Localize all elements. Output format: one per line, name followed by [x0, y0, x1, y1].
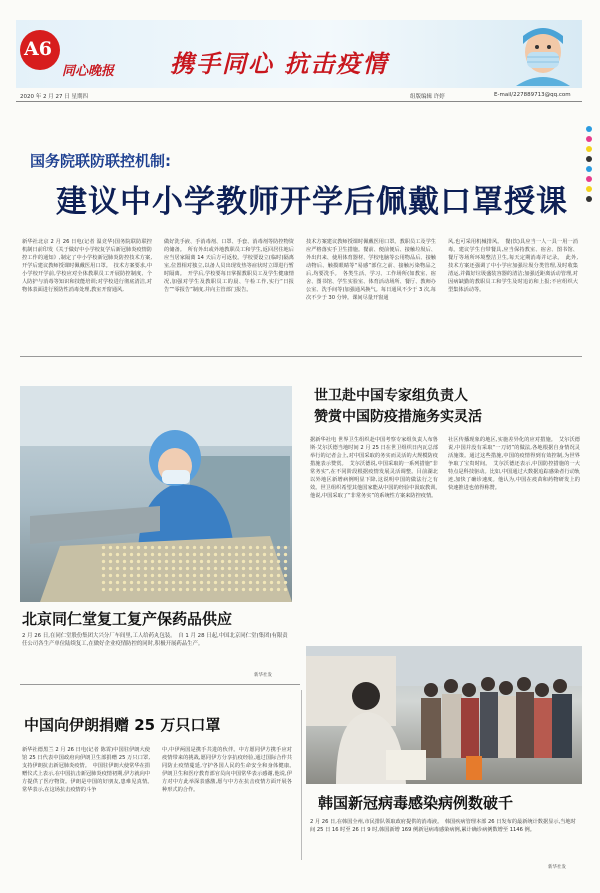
lead-kicker: 国务院联防联控机制:	[30, 152, 171, 170]
lead-rule	[20, 356, 582, 357]
registration-marks	[586, 126, 594, 202]
page-number: A6	[24, 38, 52, 60]
pharmacy-worker-photo	[20, 386, 292, 602]
lead-headline: 建议中小学教师开学后佩戴口罩授课	[56, 184, 568, 220]
who-column-2: 社区传播现象的地区,实施差异化的应对措施。 艾尔沃德说,中国并没有采取“一刀切”的做法,各地根据自身情况灵活施策。通过这些措施,中国的疫情得到有效控制,为世界争取了宝贵时间。 艾尔沃德还表示,中国防控措施的一大特点是科技驱动。比如,中国通过大数据追踪感染者行动轨迹,加快了确诊速度。他认为,中国在疫苗和药物研发上的快速推进也值得称赞。	[448, 437, 580, 491]
korea-queue-photo	[306, 646, 582, 784]
editor-line: 组版编辑 许婷	[410, 94, 445, 100]
who-headline-2: 赞赏中国防疫措施务实灵活	[314, 409, 482, 425]
lead-column-2: 做好洗手液、手消毒剂、口罩、手套、消毒剂等防控物资的储备。 所有外出或外地教职员工和学生,返回居住地后应当居家隔离 14 天后方可返校。学校要设立(临时)隔离室,位置相对独立,以备人员出现发热等症状时立即进行暂时隔离。 开学后,学校要每日掌握教职员工及学生健康情况,加强对学生及教职员工的晨、午检工作,实行“日报告”“零报告”制度,并向主管部门报告。	[164, 239, 294, 293]
pills-tray	[100, 544, 290, 594]
lead-column-3: 技术方案建议教师授课时佩戴医用口罩。教职员工及学生应严格落实手卫生措施。餐前、便前便后、接触垃圾后、外出归来、使用体育器材、学校电脑等公用物品后、接触动物后、触摸眼睛等“易感”部位之前、接触污染物品之后,均要洗手。 各类生活、学习、工作场所(如教室、宿舍、图书馆、学生实验室、体育活动场所、餐厅、教师办公室、洗手间等)加强通风换气。每日通风不少于 3 次,每次不少于 30 分钟。课间尽量开窗通	[306, 239, 436, 301]
date-line: 2020 年 2 月 27 日 星期四	[20, 94, 88, 100]
photo1-title: 北京同仁堂复工复产保药品供应	[22, 610, 233, 628]
column-divider	[301, 690, 302, 860]
paper-name: 同心晚报	[62, 64, 115, 79]
korea-credit: 新华社发	[548, 865, 566, 870]
mid-rule	[20, 684, 300, 685]
iran-headline: 中国向伊朗捐赠 25 万只口罩	[24, 716, 221, 734]
email-line: E-mail/227889713@qq.com	[494, 92, 571, 98]
korea-headline: 韩国新冠病毒感染病例数破千	[318, 794, 514, 812]
lead-column-4: 风,也可采用机械排风。 餐(饮)具应当一人一具一用一消毒。建议学生自带餐具,应当保持教室、宿舍、图书馆、餐厅等场所环境整洁卫生,每天定期消毒并记录。 此外,技术方案还强调了中小学应加强垃圾分类管理,及时收集清运,并做好垃圾盛装容器的清洁;加强近距离活动管理,对因病缺勤的教职员工和学生及时追访和上报;不应组织大型集体活动等。	[448, 239, 578, 293]
iran-column-2: 中,中伊两国是携手共进的伙伴。中方愿同伊方携手应对疫情带来的挑战,愿同伊方分享抗疫经验,通过国际合作共同防止疫情蔓延,守护各国人民的生命安全和身体健康。 伊朗卫生和医疗教育部官员向中国常华表示感谢,他说,伊方对中方此举深表感激,愿与中方在抗击疫情方面开展各种形式的合作。	[162, 747, 298, 793]
korea-caption: 2 月 26 日,在韩国全州,市民排队领取政府提供的消毒液。 韩国疾病管理本部 26 日发布的最新统计数据显示,当地时间 25 日 16 时至 26 日 9 时,韩国新增 169 例新冠病毒感染病例,累计确诊病例数增至 1146 例。	[310, 819, 576, 833]
who-headline-1: 世卫赴中国专家组负责人	[314, 388, 468, 404]
photo1-caption: 2 月 26 日,在同仁堂股份集团大兴分厂车间里,工人给药丸包装。 自 1 月 28 日起,中国北京同仁堂(集团)有限责任公司各生产单位陆续复工,在做好企业疫情防控的同时,积极开展药品生产。	[22, 633, 288, 647]
doctor-illustration	[508, 22, 578, 86]
slogan: 携手同心 抗击疫情	[170, 49, 389, 78]
who-column-1: 据新华社电 世界卫生组织赴中国考察专家组负责人布鲁斯·艾尔沃德当地时间 2 月 25 日在世卫组织日内瓦总部举行的记者会上,对中国采取的务实而灵活的大规模防疫措施表示赞赏。 艾尔沃德说,中国采取的一系列措施“非常务实”,在不同阶段根据疫情发展灵活调整。目前湖北以外地区新增病例明显下降,这说明中国的做法行之有效。世卫组织希望其他国家能从中国的经验中汲取教训。 他说,中国采取了“非常务实”的系统性方案来防控疫情。	[310, 437, 444, 499]
masthead-rule	[16, 101, 582, 102]
lead-column-1: 新华社北京 2 月 26 日电(记者 温竞华)国务院联防联控机制日前印发《关于做好中小学校复学后新冠肺炎疫情防控工作的通知》,制定了中小学校新冠肺炎防控技术方案,开学后建议教师授课时佩戴医用口罩。 技术方案要求,中小学校开学前,学校应对全体教职员工开展防控制度、个人防护与消毒等知识和技能培训;对学校进行彻底清洁,对物体表面进行预防性消毒处理,教室开窗通风,	[22, 239, 152, 293]
iran-column-1: 新华社德黑兰 2 月 26 日电(记者 陈霄)中国驻伊朗大使馆 25 日代表中国政府向伊朗卫生部捐赠 25 万只口罩,支持伊朗抗击新冠肺炎疫情。 中国驻伊朗大使常华在捐赠仪式上表示,在中国抗击新冠肺炎疫情初期,伊方就向中方提供了医疗物资。伊朗是中国的好朋友,患难见真情。 常华表示,在这场抗击疫情的斗争	[22, 747, 156, 793]
masthead	[0, 0, 600, 98]
photo1-credit: 新华社发	[254, 673, 272, 678]
